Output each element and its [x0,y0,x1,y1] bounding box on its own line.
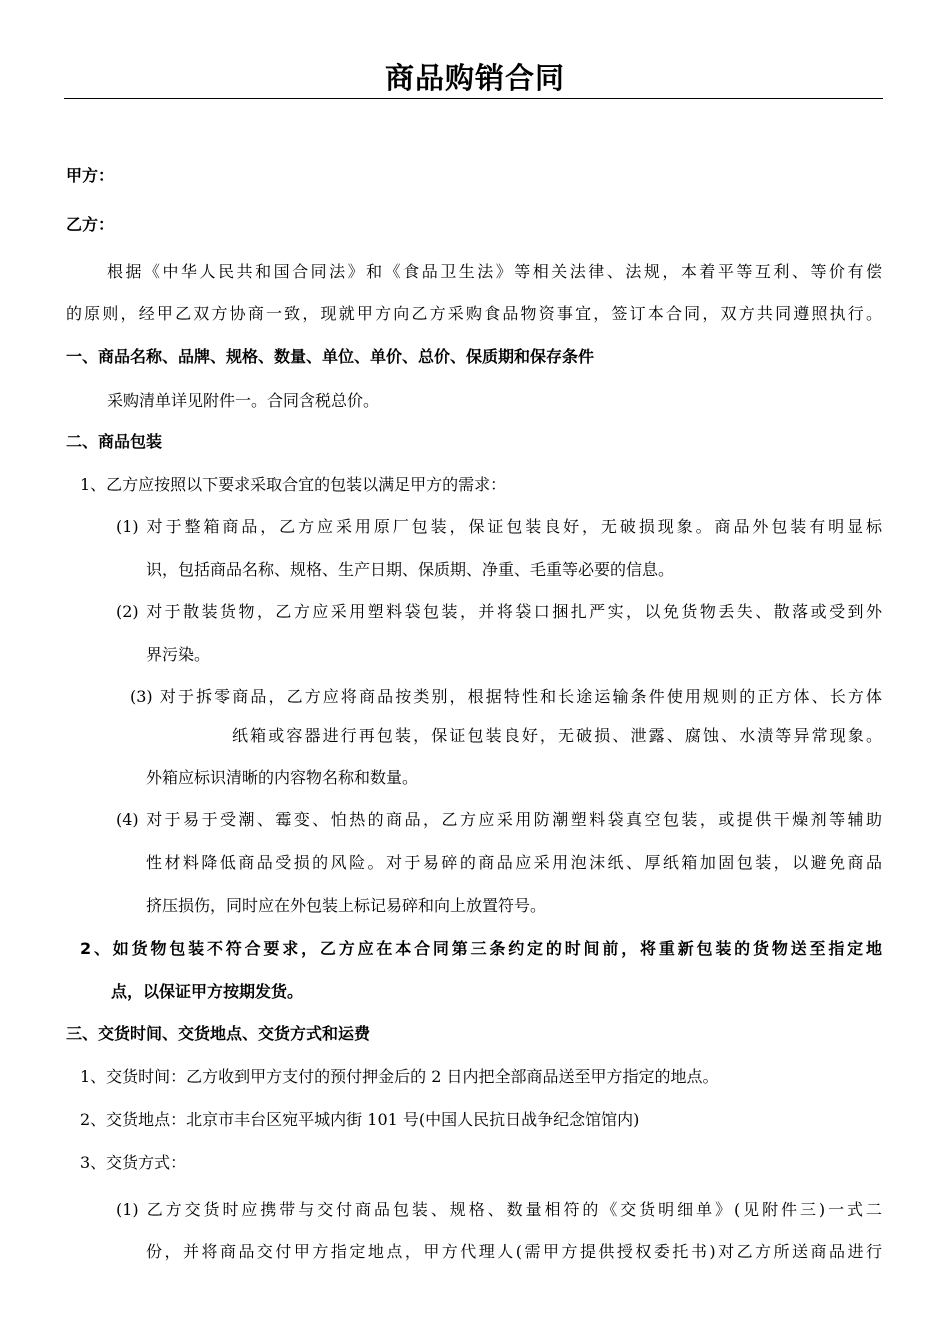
party-a-label: 甲方： [66,166,115,185]
packaging-clause-1-line-2: 识，包括商品名称、规格、生产日期、保质期、净重、毛重等必要的信息。 [146,560,675,579]
packaging-clause-3-line-1: (3) 对于拆零商品，乙方应将商品按类别，根据特性和长途运输条件使用规则的正方体、长方体 [130,687,882,706]
packaging-clause-3-line-2: 纸箱或容器进行再包装，保证包装良好，无破损、泄露、腐蚀、水渍等异常现象。 [232,726,882,745]
delivery-clause-1-line-2: 份，并将商品交付甲方指定地点，甲方代理人(需甲方提供授权委托书)对乙方所送商品进行 [146,1242,882,1261]
section-3-item-1: 1、交货时间：乙方收到甲方支付的预付押金后的 2 日内把全部商品送至甲方指定的地点。 [80,1067,719,1086]
party-b-label: 乙方： [66,215,115,234]
section-2-item-2-line-1: 2、如货物包装不符合要求，乙方应在本合同第三条约定的时间前，将重新包装的货物送至指定地 [80,939,882,958]
packaging-clause-2-line-1: (2) 对于散装货物，乙方应采用塑料袋包装，并将袋口捆扎严实，以免货物丢失、散落或受到外 [116,602,882,621]
packaging-clause-1-line-1: (1) 对于整箱商品，乙方应采用原厂包装，保证包装良好，无破损现象。商品外包装有明显标 [116,517,882,536]
packaging-clause-3-line-3: 外箱应标识清晰的内容物名称和数量。 [146,768,419,787]
section-3-item-3: 3、交货方式： [80,1153,187,1172]
section-2-item-2-line-2: 点，以保证甲方按期发货。 [111,982,304,1001]
packaging-clause-4-line-3: 挤压损伤，同时应在外包装上标记易碎和向上放置符号。 [146,896,547,915]
section-3-heading: 三、交货时间、交货地点、交货方式和运费 [66,1024,371,1043]
packaging-clause-2-line-2: 界污染。 [146,645,211,664]
section-2-item-1: 1、乙方应按照以下要求采取合宜的包装以满足甲方的需求： [80,475,507,494]
packaging-clause-4-line-2: 性材料降低商品受损的风险。对于易碎的商品应采用泡沫纸、厚纸箱加固包装，以避免商品 [146,853,882,872]
intro-line-2: 的原则，经甲乙双方协商一致，现就甲方向乙方采购食品物资事宜，签订本合同，双方共同遵照执行。 [66,304,882,323]
document-title: 商品购销合同 [384,61,565,95]
intro-line-1: 根据《中华人民共和国合同法》和《食品卫生法》等相关法律、法规，本着平等互利、等价有偿 [107,262,882,281]
title-underline [64,98,883,99]
delivery-clause-1-line-1: (1) 乙方交货时应携带与交付商品包装、规格、数量相符的《交货明细单》(见附件三)一式二 [116,1200,882,1219]
section-1-heading: 一、商品名称、品牌、规格、数量、单位、单价、总价、保质期和保存条件 [66,347,595,366]
section-1-body: 采购清单详见附件一。合同含税总价。 [107,391,380,410]
section-3-item-2: 2、交货地点：北京市丰台区宛平城内街 101 号(中国人民抗日战争纪念馆馆内) [80,1110,640,1129]
packaging-clause-4-line-1: (4) 对于易于受潮、霉变、怕热的商品，乙方应采用防潮塑料袋真空包装，或提供干燥剂等辅助 [116,810,882,829]
section-2-heading: 二、商品包装 [66,432,163,451]
